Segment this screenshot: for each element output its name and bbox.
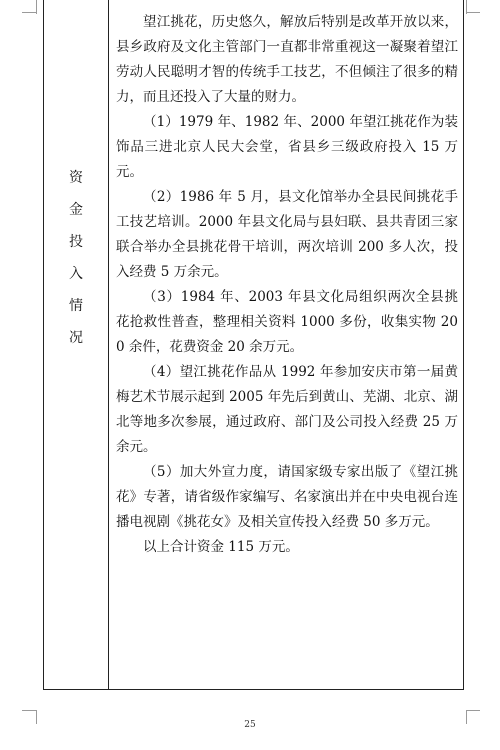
row-label-char: 入 [69, 266, 83, 282]
paragraph-intro: 望江挑花，历史悠久，解放后特别是改革开放以来，县乡政府及文化主管部门一直都非常重视这一凝聚着望江劳动人民聪明才智的传统手工技艺，不但倾注了很多的精力，而且还投入了大量的财力。 [116, 14, 458, 105]
row-label-char: 情 [69, 298, 83, 314]
row-label-char: 资 [69, 170, 83, 186]
row-label-char: 况 [69, 330, 83, 346]
crop-mark-bottom-left-h [22, 710, 36, 711]
page-number: 25 [244, 720, 256, 730]
paragraph-item-1: （1）1979 年、1982 年、2000 年望江挑花作为装饰品三进北京人民大会堂，省县乡三级政府投入 15 万元。 [116, 114, 458, 180]
crop-mark-top-left-h [22, 12, 36, 13]
paragraph-total: 以上合计资金 115 万元。 [143, 539, 299, 555]
paragraph-item-3: （3）1984 年、2003 年县文化局组织两次全县挑花抢救性普查，整理相关资料 1000 多份，收集实物 200 余件，花费资金 20 余万元。 [116, 289, 458, 355]
paragraph-item-2: （2）1986 年 5 月，县文化馆举办全县民间挑花手工技艺培训。2000 年县文化局与县妇联、县共青团三家联合举办全县挑花骨干培训，两次培训 200 多人次，投入经费 5 万余元。 [116, 189, 458, 280]
table-frame [43, 0, 464, 690]
paragraph-item-4: （4）望江挑花作品从 1992 年参加安庆市第一届黄梅艺术节展示起到 2005 年先后到黄山、芜湖、北京、湖北等地多次参展，通过政府、部门及公司投入经费 25 万余元。 [116, 364, 458, 455]
paragraph-item-5: （5）加大外宣力度，请国家级专家出版了《望江挑花》专著，请省级作家编写、名家演出并在中央电视台连播电视剧《挑花女》及相关宣传投入经费 50 多万元。 [116, 464, 458, 530]
crop-mark-top-left-v [36, 0, 37, 14]
content-cell [116, 10, 458, 560]
crop-mark-bottom-right-h [466, 710, 480, 711]
row-label-char: 投 [69, 234, 83, 250]
column-divider [108, 0, 109, 689]
crop-mark-top-right-v [466, 0, 467, 14]
row-label [44, 170, 108, 346]
crop-mark-top-right-h [466, 12, 480, 13]
row-label-char: 金 [69, 202, 83, 218]
